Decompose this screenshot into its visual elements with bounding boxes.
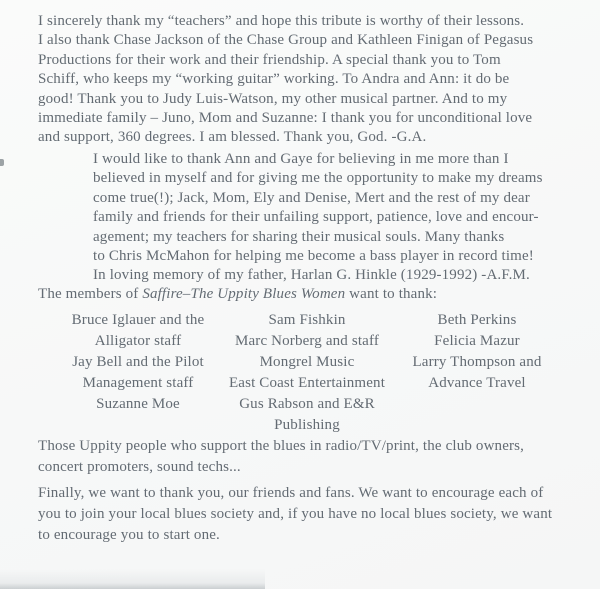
text-line: Schiff, who keeps my “working guitar” working. To Andra and Ann: it do be — [38, 71, 510, 88]
text-line: come true(!); Jack, Mom, Ely and Denise, Mert and the rest of my dear — [93, 189, 530, 206]
text-line: Beth Perkins — [437, 312, 517, 328]
paragraph-uppity-people — [38, 436, 524, 478]
thanks-column-middle — [212, 310, 402, 436]
text-line: I also thank Chase Jackson of the Chase Group and Kathleen Finigan of Pegasus — [38, 32, 534, 49]
thanks-column-right — [382, 310, 572, 394]
text-line: I would like to thank Ann and Gaye for believing in me more than I — [93, 151, 509, 167]
text-line: I sincerely thank my “teachers” and hope this tribute is worthy of their lessons. — [38, 13, 525, 29]
text-line: family and friends for their unfailing support, patience, love and encour- — [93, 209, 539, 226]
text-line: Finally, we want to thank you, our friends and fans. We want to encourage each of — [38, 485, 544, 501]
text-line: to Chris McMahon for helping me become a bass player in record time! — [93, 248, 534, 265]
band-name: Saffire–The Uppity Blues Women — [142, 286, 346, 302]
text-line: good! Thank you to Judy Luis-Watson, my other musical partner. And to my — [38, 90, 508, 107]
text-line: you to join your local blues society and, if you have no local blues society, we want — [38, 506, 553, 522]
text-line: Advance Travel — [428, 375, 526, 391]
text-line: and support, 360 degrees. I am blessed. Thank you, God. -G.A. — [38, 129, 427, 146]
text-line: to encourage you to start one. — [38, 527, 220, 543]
text-line: Sam Fishkin — [268, 312, 346, 328]
text-line: In loving memory of my father, Harlan G. Hinkle (1929-1992) -A.F.M. — [93, 267, 530, 284]
text-line: agement; my teachers for sharing their musical souls. Many thanks — [93, 228, 505, 245]
paragraph-finally-fans — [38, 483, 552, 546]
text-line: Suzanne Moe — [96, 396, 180, 412]
thanks-column-alligator — [43, 310, 233, 415]
text-line: Felicia Mazur — [434, 333, 520, 349]
members-intro-suffix: want to thank: — [345, 286, 438, 302]
scan-artifact-left-edge — [0, 159, 4, 166]
text-line: Marc Norberg and staff — [235, 333, 379, 349]
text-line: East Coast Entertainment — [228, 375, 386, 391]
text-line: concert promoters, sound techs... — [38, 459, 241, 475]
text-line: Jay Bell and the Pilot — [72, 354, 204, 370]
text-line: Publishing — [274, 417, 340, 433]
text-line: Productions for their work and their friendship. A special thank you to Tom — [38, 51, 501, 68]
text-line: immediate family – Juno, Mom and Suzanne: I thank you for unconditional love — [38, 110, 533, 127]
text-line: Gus Rabson and E&R — [239, 396, 375, 412]
scan-shadow-bottom-left — [0, 569, 265, 589]
members-intro-prefix: The members of — [38, 286, 143, 302]
text-line: believed in myself and for giving me the opportunity to make my dreams — [93, 170, 543, 187]
text-line: Bruce Iglauer and the — [71, 312, 205, 328]
text-line: Management staff — [82, 375, 194, 391]
members-intro-line — [38, 286, 437, 303]
paragraph-ga-thanks — [38, 12, 533, 148]
paragraph-afm-thanks — [93, 150, 543, 286]
text-line: Mongrel Music — [259, 354, 355, 370]
text-line: Alligator staff — [94, 333, 182, 349]
text-line: Those Uppity people who support the blues in radio/TV/print, the club owners, — [38, 438, 525, 454]
text-line: Larry Thompson and — [412, 354, 542, 370]
thanks-columns — [0, 310, 600, 440]
